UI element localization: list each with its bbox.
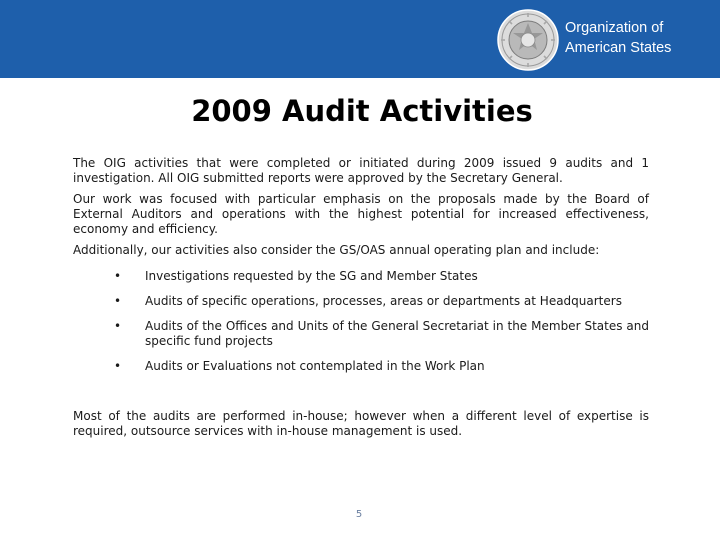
list-item [73,294,649,309]
page-number: 5 [355,509,363,520]
paragraph-activities-intro: Additionally, our activities also consider the GS/OAS annual operating plan and include: [73,243,600,257]
paragraph-audit-summary: The OIG activities that were completed or initiated during 2009 issued 9 audits and 1 investigation. All OIG submitted reports were approved by the Secretary General. [73,156,649,185]
org-name-line-1: Organization of [565,20,664,36]
slide-title: 2009 Audit Activities [191,94,533,128]
bullet-icon: • [114,294,122,308]
slide-content [73,156,649,445]
paragraph-closing: Most of the audits are performed in-house; however when a different level of expertise is required, outsource services with in-house management is used. [73,409,649,438]
list-item-text: Audits of specific operations, processes, areas or departments at Headquarters [145,294,622,308]
oas-seal-icon [497,9,559,71]
activities-list [73,269,649,374]
list-item-text: Audits or Evaluations not contemplated in the Work Plan [145,359,485,373]
bullet-icon: • [114,359,122,373]
header-bar [0,0,720,78]
organization-name [565,18,671,58]
list-item-text: Investigations requested by the SG and Member States [145,269,478,283]
bullet-icon: • [114,269,122,283]
list-item-text: Audits of the Offices and Units of the General Secretariat in the Member States and specific fund projects [145,319,649,348]
org-name-line-2: American States [565,40,672,56]
paragraph-work-focus: Our work was focused with particular emphasis on the proposals made by the Board of External Auditors and operations with the highest potential for increased effectiveness, economy and efficiency. [73,192,649,236]
bullet-icon: • [114,319,122,333]
list-item [73,269,649,284]
list-item [73,359,649,374]
list-item [73,319,649,349]
